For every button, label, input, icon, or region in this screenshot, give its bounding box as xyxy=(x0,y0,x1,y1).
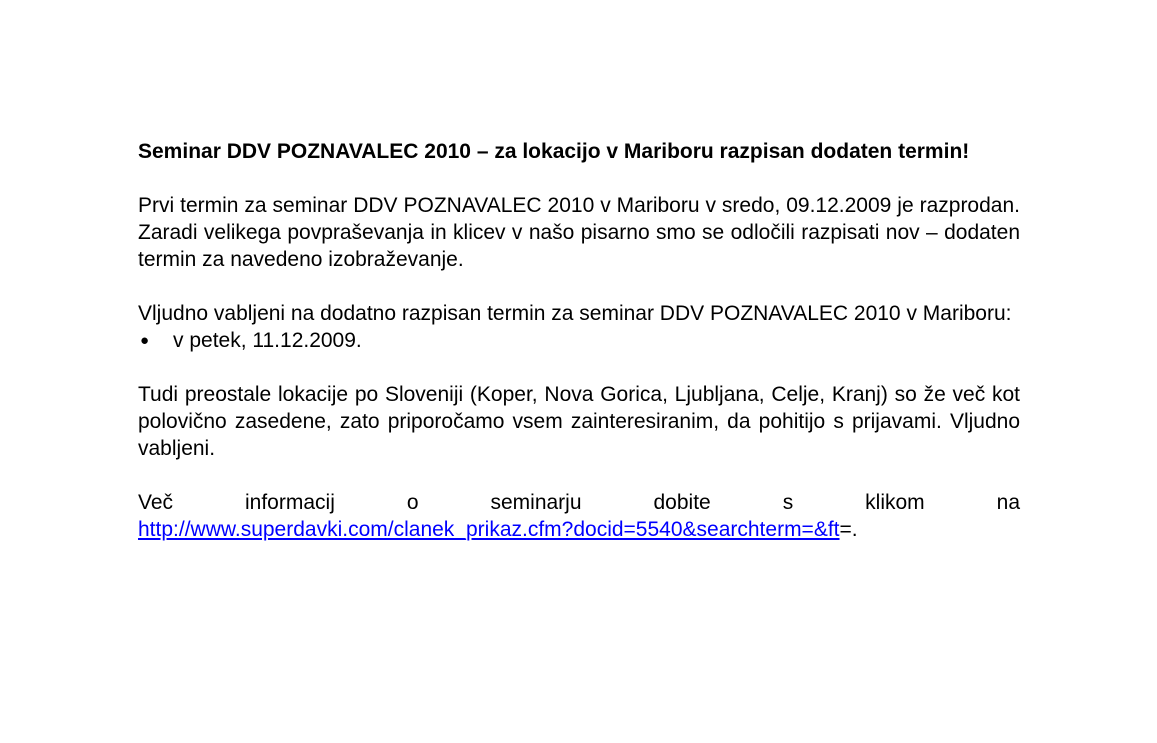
more-info-word: informacij xyxy=(245,491,335,514)
seminar-link[interactable]: http://www.superdavki.com/clanek_prikaz.cfm?docid=5540&searchterm=&ft xyxy=(138,518,840,541)
document-title: Seminar DDV POZNAVALEC 2010 – za lokacijo v Mariboru razpisan dodaten termin! xyxy=(138,140,970,163)
paragraph-first-term: Prvi termin za seminar DDV POZNAVALEC 2010 v Mariboru v sredo, 09.12.2009 je razprodan. Zaradi velikega povpraševanja in klicev v našo pisarno smo se odločili razpisati nov – dodaten termin za navedeno izobraževanje. xyxy=(138,194,1020,271)
list-item xyxy=(138,327,1020,354)
bullet-icon: ● xyxy=(140,332,150,349)
link-line xyxy=(138,516,1020,543)
more-info-word: o xyxy=(406,491,419,514)
link-suffix: =. xyxy=(839,518,858,541)
document-page xyxy=(138,138,1020,543)
more-info-word: Več xyxy=(138,491,174,514)
list-item-text: v petek, 11.12.2009. xyxy=(173,329,362,352)
more-info-word: seminarju xyxy=(490,491,582,514)
paragraph-invitation: Vljudno vabljeni na dodatno razpisan termin za seminar DDV POZNAVALEC 2010 v Mariboru: xyxy=(138,302,1012,325)
more-info-line xyxy=(138,489,1020,516)
more-info-word: na xyxy=(996,491,1020,514)
date-list xyxy=(138,327,1020,354)
more-info-word: s xyxy=(782,491,794,514)
more-info-word: dobite xyxy=(653,491,711,514)
paragraph-other-locations: Tudi preostale lokacije po Sloveniji (Koper, Nova Gorica, Ljubljana, Celje, Kranj) so že več kot polovično zasedene, zato priporočamo vsem zainteresiranim, da pohitijo s prijavami. Vljudno vabljeni. xyxy=(138,383,1020,460)
more-info-word: klikom xyxy=(865,491,925,514)
